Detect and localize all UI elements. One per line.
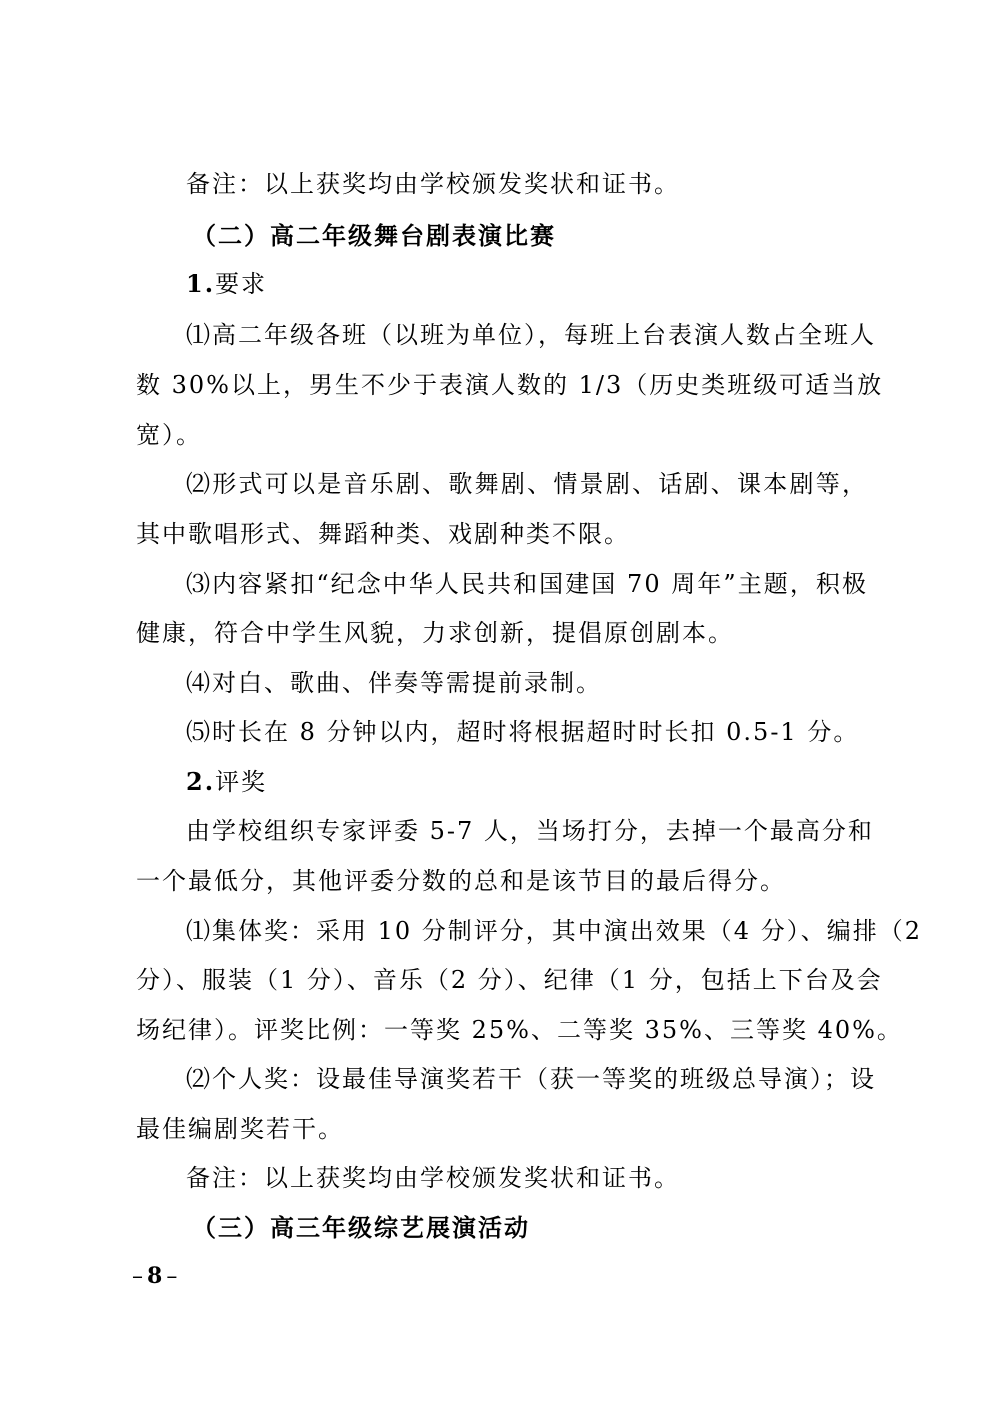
requirement-2-line-2: 其中歌唱形式、舞蹈种类、戏剧种类不限。 <box>136 520 630 548</box>
group-award-line-2: 分）、服装（1 分）、音乐（2 分）、纪律（1 分，包括上下台及会 <box>136 966 883 994</box>
individual-award-line-2: 最佳编剧奖若干。 <box>136 1115 344 1143</box>
page-number <box>132 1262 177 1291</box>
section-heading-3: （三）高三年级综艺展演活动 <box>192 1213 530 1242</box>
page-number-dash-right: – <box>166 1264 178 1289</box>
scoring-paragraph-line-1: 由学校组织专家评委 5-7 人，当场打分，去掉一个最高分和 <box>186 817 874 845</box>
group-award-line-3: 场纪律）。评奖比例：一等奖 25%、二等奖 35%、三等奖 40%。 <box>136 1016 903 1044</box>
page-number-dash-left: – <box>132 1264 143 1289</box>
subheading-label: 评奖 <box>215 768 268 796</box>
requirement-5: ⑸时长在 8 分钟以内，超时将根据超时时长扣 0.5-1 分。 <box>186 718 860 746</box>
note-paragraph-2: 备注：以上获奖均由学校颁发奖状和证书。 <box>186 1164 680 1192</box>
requirement-3-line-1: ⑶内容紧扣“纪念中华人民共和国建国 70 周年”主题，积极 <box>186 570 868 598</box>
requirement-1-line-1: ⑴高二年级各班（以班为单位），每班上台表演人数占全班人 <box>186 321 876 349</box>
requirement-3-line-2: 健康，符合中学生风貌，力求创新，提倡原创剧本。 <box>136 619 734 647</box>
subheading-requirements <box>186 268 267 300</box>
group-award-line-1: ⑴集体奖：采用 10 分制评分，其中演出效果（4 分）、编排（2 <box>186 917 922 945</box>
individual-award-line-1: ⑵个人奖：设最佳导演奖若干（获一等奖的班级总导演）；设 <box>186 1065 876 1093</box>
requirement-4: ⑷对白、歌曲、伴奏等需提前录制。 <box>186 669 602 697</box>
subheading-awards <box>186 766 267 798</box>
requirement-2-line-1: ⑵形式可以是音乐剧、歌舞剧、情景剧、话剧、课本剧等， <box>186 470 868 498</box>
section-heading-2: （二）高二年级舞台剧表演比赛 <box>192 221 556 250</box>
note-paragraph-1: 备注：以上获奖均由学校颁发奖状和证书。 <box>186 170 680 198</box>
subheading-number: 1. <box>186 269 216 298</box>
requirement-1-line-3: 宽）。 <box>136 421 202 449</box>
subheading-number: 2. <box>186 767 216 796</box>
subheading-label: 要求 <box>215 270 268 298</box>
scoring-paragraph-line-2: 一个最低分，其他评委分数的总和是该节目的最后得分。 <box>136 867 786 895</box>
page-number-value: 8 <box>147 1263 163 1289</box>
requirement-1-line-2: 数 30%以上，男生不少于表演人数的 1/3（历史类班级可适当放 <box>136 371 884 399</box>
